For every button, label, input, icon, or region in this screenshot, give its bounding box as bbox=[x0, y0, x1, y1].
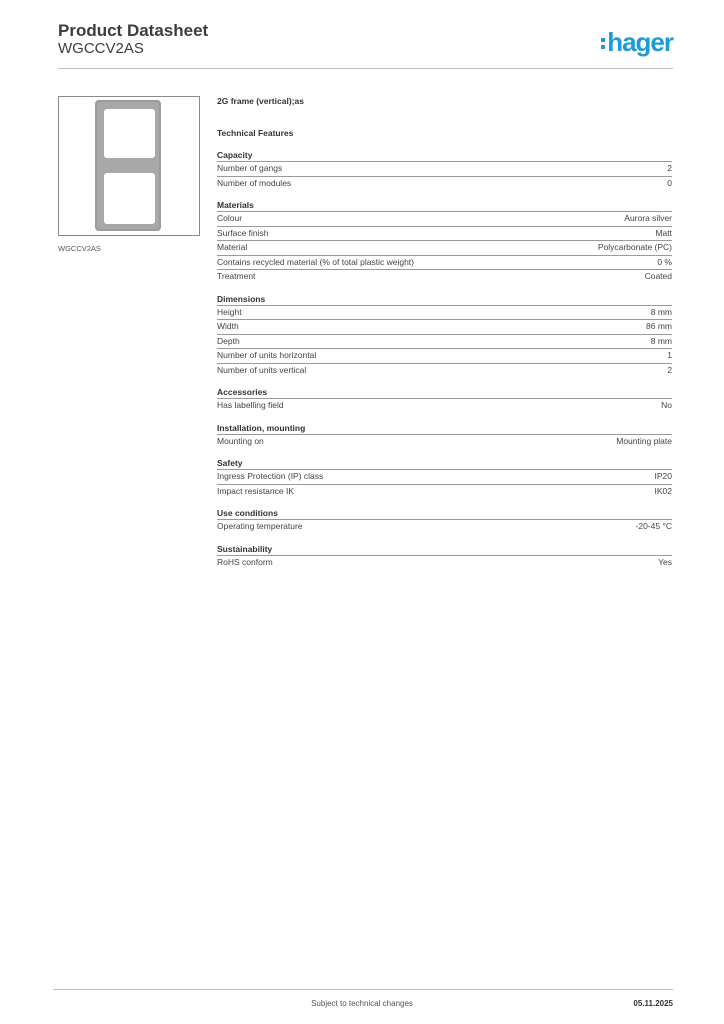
datasheet-content bbox=[217, 96, 672, 569]
section bbox=[217, 543, 672, 570]
section-title: Dimensions bbox=[217, 293, 266, 304]
spec-label: Ingress Protection (IP) class bbox=[217, 471, 324, 481]
footer-divider bbox=[53, 989, 673, 990]
spec-value: 0 bbox=[667, 177, 672, 188]
section bbox=[217, 386, 672, 413]
document-title: Product Datasheet bbox=[58, 21, 209, 40]
spec-label: Number of gangs bbox=[217, 163, 283, 173]
spec-row bbox=[217, 176, 672, 191]
spec-label: Contains recycled material (% of total plastic weight) bbox=[217, 256, 414, 267]
feature-sections bbox=[217, 149, 672, 569]
section bbox=[217, 422, 672, 449]
spec-value: 2 bbox=[667, 364, 672, 375]
spec-label: Impact resistance IK bbox=[217, 485, 295, 496]
spec-row bbox=[217, 348, 672, 363]
spec-label: Has labelling field bbox=[217, 400, 284, 410]
spec-label: Height bbox=[217, 306, 242, 317]
spec-row bbox=[217, 269, 672, 284]
section-title: Installation, mounting bbox=[217, 422, 306, 433]
double-frame-illustration bbox=[59, 97, 199, 235]
spec-value: 0 % bbox=[657, 256, 672, 267]
spec-label: Number of units horizontal bbox=[217, 350, 317, 360]
section-title: Materials bbox=[217, 200, 254, 210]
section-title: Use conditions bbox=[217, 508, 278, 518]
spec-value: -20-45 °C bbox=[635, 521, 672, 531]
spec-value: 86 mm bbox=[646, 321, 672, 331]
spec-row bbox=[217, 334, 672, 349]
spec-value: Coated bbox=[644, 271, 672, 281]
spec-label: Operating temperature bbox=[217, 521, 303, 531]
footer-date: 05.11.2025 bbox=[633, 999, 673, 1008]
spec-value: 8 mm bbox=[650, 306, 672, 317]
spec-label: Depth bbox=[217, 335, 240, 346]
hager-logo bbox=[601, 27, 673, 57]
spec-value: Matt bbox=[655, 227, 672, 238]
footer-note: Subject to technical changes bbox=[311, 999, 413, 1008]
spec-row bbox=[217, 240, 672, 255]
section-title: Capacity bbox=[217, 150, 253, 160]
spec-label: RoHS conform bbox=[217, 556, 273, 567]
logo-dots-icon bbox=[601, 38, 605, 49]
spec-row bbox=[217, 161, 672, 176]
technical-features-heading: Technical Features bbox=[217, 128, 294, 138]
spec-value: Yes bbox=[658, 556, 672, 567]
product-description: 2G frame (vertical);as bbox=[217, 96, 304, 106]
spec-row bbox=[217, 211, 672, 226]
spec-value: 2 bbox=[667, 163, 672, 173]
spec-value: No bbox=[661, 400, 672, 410]
section bbox=[217, 149, 672, 190]
header-divider bbox=[58, 68, 673, 69]
spec-row bbox=[217, 305, 672, 320]
spec-label: Material bbox=[217, 242, 248, 252]
spec-row bbox=[217, 484, 672, 499]
spec-value: 8 mm bbox=[650, 335, 672, 346]
spec-row bbox=[217, 226, 672, 241]
spec-row bbox=[217, 398, 672, 413]
spec-label: Width bbox=[217, 321, 239, 331]
spec-label: Treatment bbox=[217, 271, 256, 281]
spec-row bbox=[217, 469, 672, 484]
spec-value: IP20 bbox=[654, 471, 672, 481]
spec-value: Aurora silver bbox=[624, 213, 672, 223]
spec-value: Mounting plate bbox=[616, 435, 672, 446]
spec-label: Colour bbox=[217, 213, 243, 223]
section-title: Safety bbox=[217, 458, 243, 468]
section-title: Accessories bbox=[217, 387, 268, 397]
spec-label: Surface finish bbox=[217, 227, 269, 238]
product-image bbox=[58, 96, 200, 236]
spec-value: Polycarbonate (PC) bbox=[597, 242, 672, 252]
spec-row bbox=[217, 434, 672, 449]
section bbox=[217, 507, 672, 534]
logo-text: hager bbox=[607, 27, 673, 57]
spec-row bbox=[217, 555, 672, 570]
section bbox=[217, 457, 672, 498]
spec-value: 1 bbox=[667, 350, 672, 360]
spec-label: Number of modules bbox=[217, 177, 292, 188]
section bbox=[217, 293, 672, 378]
spec-row bbox=[217, 319, 672, 334]
spec-row bbox=[217, 255, 672, 270]
section-title: Sustainability bbox=[217, 543, 273, 554]
spec-row bbox=[217, 519, 672, 534]
image-caption: WGCCV2AS bbox=[58, 244, 101, 253]
spec-label: Number of units vertical bbox=[217, 364, 307, 375]
product-code: WGCCV2AS bbox=[58, 40, 144, 57]
spec-value: IK02 bbox=[654, 485, 672, 496]
section bbox=[217, 199, 672, 284]
spec-row bbox=[217, 363, 672, 378]
spec-label: Mounting on bbox=[217, 435, 264, 446]
